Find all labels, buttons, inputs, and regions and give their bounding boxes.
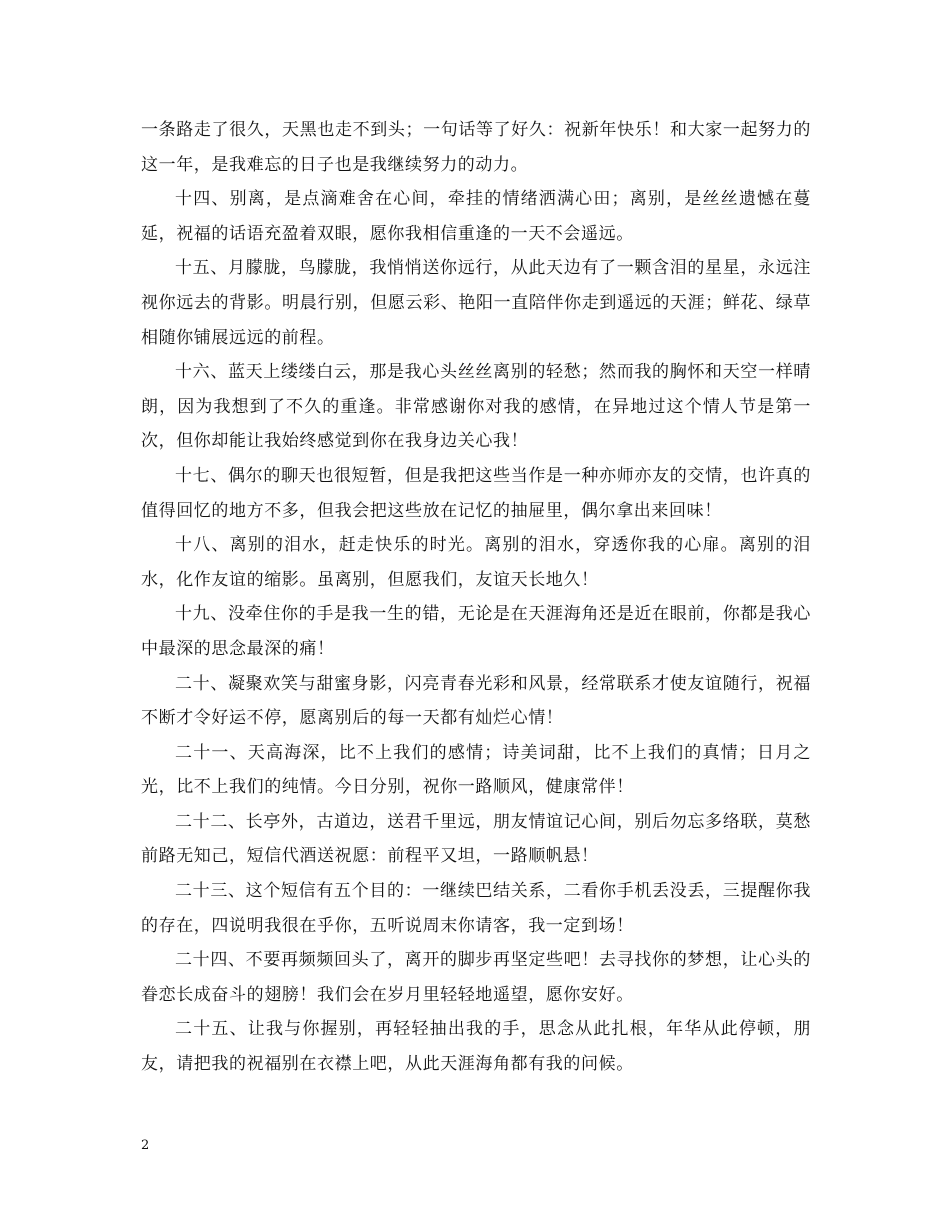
document-body (141, 113, 811, 1082)
paragraph-18: 十八、离别的泪水，赶走快乐的时光。离别的泪水，穿透你我的心扉。离别的泪水，化作友谊的缩影。虽离别，但愿我们，友谊天长地久！ (141, 535, 811, 590)
paragraph-20: 二十、凝聚欢笑与甜蜜身影，闪亮青春光彩和风景，经常联系才使友谊随行，祝福不断才令好运不停，愿离别后的每一天都有灿烂心情！ (141, 673, 811, 729)
paragraph-24: 二十四、不要再频频回头了，离开的脚步再坚定些吧！去寻找你的梦想，让心头的眷恋长成奋斗的翅膀！我们会在岁月里轻轻地遥望，愿你安好。 (141, 950, 811, 1005)
paragraph-14: 十四、别离，是点滴难舍在心间，牵挂的情绪洒满心田；离别，是丝丝遗憾在蔓延，祝福的话语充盈着双眼，愿你我相信重逢的一天不会遥远。 (141, 189, 811, 244)
paragraph-21: 二十一、天高海深，比不上我们的感情；诗美词甜，比不上我们的真情；日月之光，比不上我们的纯情。今日分别，祝你一路顺风，健康常伴！ (141, 742, 811, 798)
paragraph-25: 二十五、让我与你握别，再轻轻抽出我的手，思念从此扎根，年华从此停顿，朋友，请把我的祝福别在衣襟上吧，从此天涯海角都有我的问候。 (141, 1019, 811, 1075)
paragraph-23: 二十三、这个短信有五个目的：一继续巴结关系，二看你手机丢没丢，三提醒你我的存在，四说明我很在乎你，五听说周末你请客，我一定到场！ (141, 881, 811, 936)
paragraph-1: 一条路走了很久，天黑也走不到头；一句话等了好久：祝新年快乐！和大家一起努力的这一年，是我难忘的日子也是我继续努力的动力。 (141, 120, 811, 175)
paragraph-17: 十七、偶尔的聊天也很短暂，但是我把这些当作是一种亦师亦友的交情，也许真的值得回忆的地方不多，但我会把这些放在记忆的抽屉里，偶尔拿出来回味！ (141, 465, 811, 521)
paragraph-19: 十九、没牵住你的手是我一生的错，无论是在天涯海角还是近在眼前，你都是我心中最深的思念最深的痛！ (141, 604, 811, 659)
paragraph-15: 十五、月朦胧，鸟朦胧，我悄悄送你远行，从此天边有了一颗含泪的星星，永远注视你远去的背影。明晨行别，但愿云彩、艳阳一直陪伴你走到遥远的天涯；鲜花、绿草相随你铺展远远的前程。 (141, 258, 811, 348)
paragraph-16: 十六、蓝天上缕缕白云，那是我心头丝丝离别的轻愁；然而我的胸怀和天空一样晴朗，因为我想到了不久的重逢。非常感谢你对我的感情，在异地过这个情人节是第一次，但你却能让我始终感觉到你在我身边关心我！ (141, 362, 811, 452)
paragraph-22: 二十二、长亭外，古道边，送君千里远，朋友情谊记心间，别后勿忘多络联，莫愁前路无知己，短信代酒送祝愿：前程平又坦，一路顺帆悬！ (141, 811, 811, 867)
page-number: 2 (141, 1138, 150, 1153)
